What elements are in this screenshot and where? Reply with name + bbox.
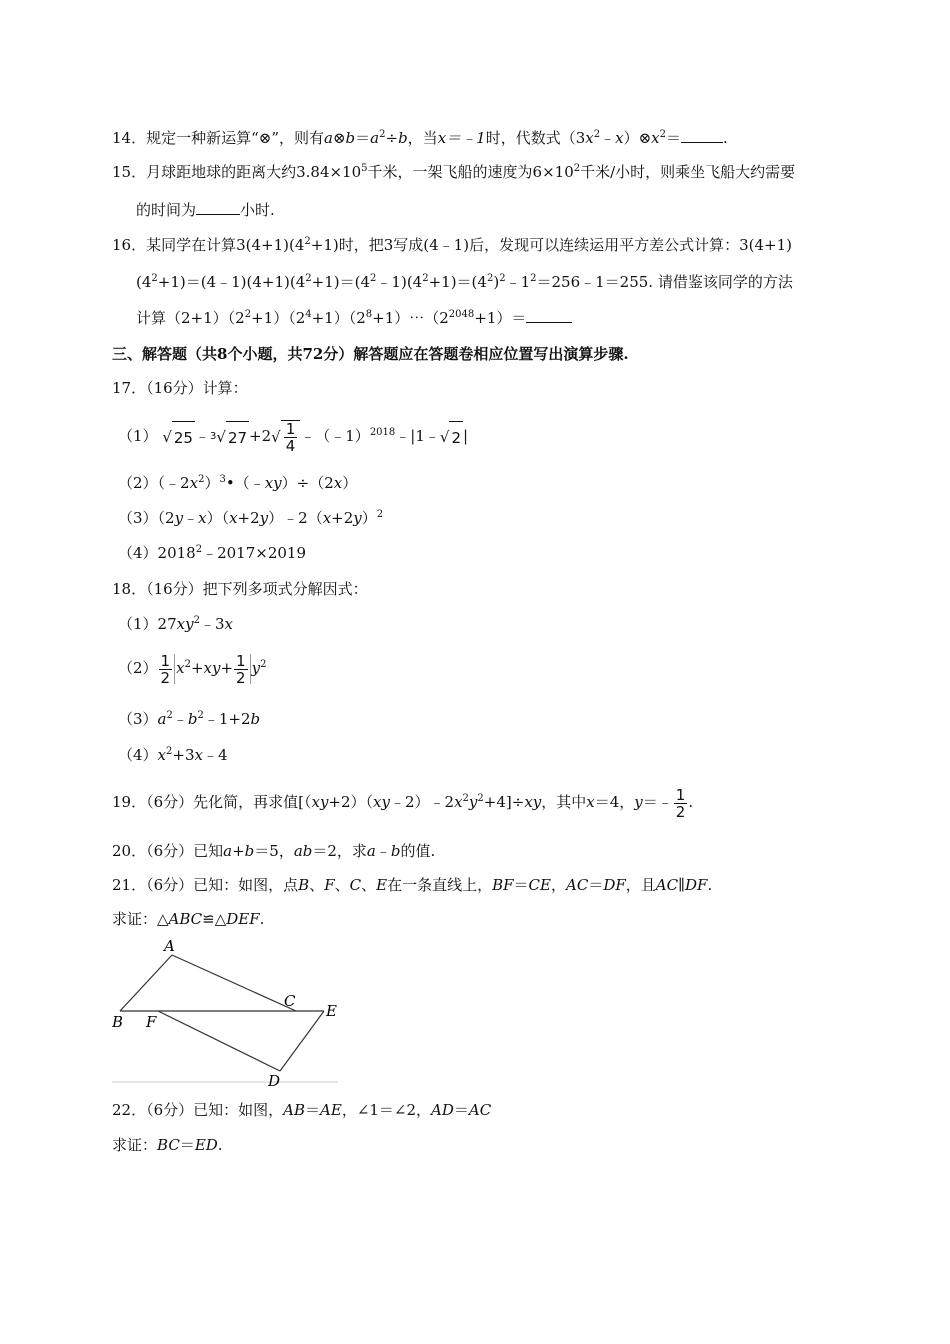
var-xy: xy (311, 793, 329, 811)
q19-c: +2）（ (328, 793, 374, 811)
plus-two: +2 (249, 427, 272, 445)
var-xy: xy (264, 474, 282, 492)
frac-num: 1 (160, 651, 171, 670)
radicand-25: 25 (172, 421, 195, 454)
q17-p3-a: （3）（2 (118, 509, 175, 527)
q14-text-b: ，当 (407, 129, 438, 147)
exp-2: 2 (197, 710, 204, 721)
q19-end: . (688, 793, 694, 811)
var-y: y (259, 509, 269, 527)
q14-minus: ﹣ (600, 129, 616, 147)
var-y: y (468, 793, 478, 811)
period: . (707, 876, 713, 894)
eq: ＝ (179, 1136, 195, 1154)
q18-p3-d: ﹣1+2 (203, 710, 251, 728)
exp-2: 2 (462, 793, 469, 804)
seg-AC: AC (566, 876, 589, 894)
var-a: a (366, 842, 376, 860)
exp-3: 3 (219, 474, 226, 485)
frac-half (234, 653, 248, 686)
question-18: 18．（16分）把下列多项式分解因式： (112, 580, 368, 598)
exp-2: 2 (376, 509, 384, 520)
q19-h: +4]÷ (483, 793, 525, 811)
q19-n: ＝﹣ (642, 793, 673, 811)
seg-BC: BC (157, 1136, 180, 1154)
q14-x: x (585, 129, 594, 147)
var-x: x (189, 474, 199, 492)
q16-exp-2048: 2048 (448, 309, 475, 320)
q16-text-5: +1)＝(4 (311, 273, 371, 291)
var-a: a (223, 842, 233, 860)
q16-text-3: (4 (136, 273, 152, 291)
q21-b: 在一条直线上， (387, 876, 493, 894)
q16-text-10: ＝256﹣1＝255. 请借鉴该同学的方法 (536, 273, 793, 291)
q15-text-3: 千米/小时，则乘坐飞船大约需要 (580, 163, 796, 181)
q16-text-6: ﹣1)(4 (376, 273, 423, 291)
question-16-cont-1: $(4^2+1)=(4﹣1)(4+1)(4^2+1)=(4^2﹣1)(4^2+1)=(4^2)^2﹣1^2=256﹣1=255$. 请借鉴该同学的方法 (136, 273, 793, 291)
q18-part-2 (118, 646, 266, 690)
q15-exp-2: 2 (573, 163, 581, 174)
var-x: x (333, 474, 343, 492)
seg-AE: AE (320, 1101, 342, 1119)
q16-text-12: +1）（2 (251, 309, 306, 327)
q15-text-5: 小时. (240, 201, 275, 219)
q20-g: ＝2，求 (312, 842, 367, 860)
q17-p1-label: （1） (118, 427, 158, 445)
and: ，且 (625, 876, 656, 894)
sqrt-2: √ 2 (440, 421, 463, 454)
seg-AB: AB (283, 1101, 305, 1119)
q14-div: ÷ (385, 129, 399, 147)
q14-x3: x (651, 129, 660, 147)
q19-j: ，其中 (541, 793, 587, 811)
var-b: b (390, 842, 401, 860)
q16-text-13: +1）（2 (311, 309, 366, 327)
minus-sign: ﹣ (194, 427, 210, 445)
segment-DE (280, 1011, 324, 1071)
q16-text-15: +1）＝ (474, 309, 527, 327)
var-x: x (229, 509, 238, 527)
radicand-2: 2 (449, 421, 463, 454)
q20-k: 的值. (400, 842, 436, 860)
question-17: 17．（16分）计算： (112, 379, 248, 397)
question-21 (112, 875, 712, 895)
q19-l: ＝4， (594, 793, 635, 811)
q17-part-1 (118, 420, 468, 454)
q18-p3-label: （3） (118, 710, 158, 728)
q14-condition: x＝﹣1 (437, 129, 486, 147)
minus: ﹣ (172, 710, 188, 728)
question-15 (112, 162, 795, 182)
q17-p4-a: （4）2018 (118, 544, 196, 562)
tri-DEF: DEF (226, 910, 260, 928)
period: . (217, 1136, 223, 1154)
question-14: 14．规定一种新运算“⊗”，则有$a\otimes b=a^2\div b$，当x＝﹣1时，代数式$(3x^2﹣x)\otimes x^2=$ . (112, 129, 728, 147)
exp-2: 2 (166, 746, 173, 757)
plus-2: +2 (331, 509, 354, 527)
var-xy: xy (203, 659, 221, 677)
question-20 (112, 841, 435, 861)
label-B: B (112, 1013, 124, 1031)
var-x: x (194, 746, 203, 764)
exp-2: 2 (193, 615, 200, 626)
prove-label: 求证： (112, 1136, 158, 1154)
q15-text-2: 千米，一架飞船的速度为6×10 (367, 163, 574, 181)
q18-part-3 (118, 709, 260, 729)
q16-text-1: 16．某同学在计算3(4+1)(4 (112, 236, 305, 254)
var-x: x (586, 793, 595, 811)
q14-number: 14． (112, 129, 147, 147)
question-16-cont-2 (136, 308, 572, 328)
minus-4: ﹣4 (202, 746, 228, 764)
q16-text-4: +1)＝(4﹣1)(4+1)(4 (157, 273, 306, 291)
q14-a: a (370, 129, 380, 147)
q16-text-8: ) (493, 273, 500, 291)
answer-blank[interactable] (681, 128, 723, 143)
period: . (259, 910, 265, 928)
q18-p1-c: ﹣3 (199, 615, 225, 633)
q18-p2-label: （2） (118, 659, 158, 677)
frac-bar (174, 654, 175, 684)
seg-BF: BF (492, 876, 514, 894)
q17-p2-c: ） (204, 474, 220, 492)
comma: ， (550, 876, 566, 894)
var-b: b (187, 710, 198, 728)
abs-open: ﹣|1﹣ (395, 427, 440, 445)
q16-text-9: ﹣1 (505, 273, 531, 291)
segment-FD (158, 1011, 280, 1071)
exp-2018: 2018 (369, 427, 396, 438)
pt-E: E (376, 876, 388, 894)
exp-2: 2 (166, 710, 173, 721)
exp-2: 2 (195, 544, 203, 555)
var-b: b (250, 710, 261, 728)
frac-den: 2 (160, 668, 171, 687)
question-22 (112, 1100, 491, 1120)
q15-text-1: 15．月球距地球的距离大约3.84×10 (112, 163, 362, 181)
exp-2: 2 (477, 793, 484, 804)
sqrt-quarter: √ $\frac{1}{4}$ (271, 420, 300, 454)
pt-C: C (349, 876, 362, 894)
var-xy: xy (176, 615, 194, 633)
q18-p1-a: （1）27 (118, 615, 177, 633)
var-b: b (244, 842, 255, 860)
q16-exp-4: 4 (305, 309, 312, 320)
prove-label: 求证：△ (112, 910, 169, 928)
q17-p2-h: ） (342, 474, 358, 492)
var-x: x (176, 659, 185, 677)
q14-text-c: 时，代数式（3 (485, 129, 586, 147)
radicand-27: 27 (226, 421, 249, 454)
q14-equals: ＝ (666, 129, 682, 147)
congruent: ≌△ (202, 910, 227, 928)
q15-text-4: 的时间为 (136, 201, 197, 219)
minus: ﹣ (183, 509, 199, 527)
q18-part-1 (118, 614, 233, 634)
seg-DF: DF (685, 876, 708, 894)
sqrt-25: √ 25 (162, 421, 195, 454)
paren: ）﹣2（ (268, 509, 323, 527)
var-x: x (224, 615, 233, 633)
cbrt-27: 3 √ 27 (210, 421, 249, 454)
q16-text-7: +1)＝(4 (428, 273, 487, 291)
exp-2: 2 (184, 659, 191, 670)
q14-x2: x (615, 129, 624, 147)
q14-b: b (398, 129, 408, 147)
sep: 、 (309, 876, 325, 894)
var-y: y (353, 509, 362, 527)
q17-p4-b: ﹣2017×2019 (202, 544, 307, 562)
var-y: y (174, 509, 184, 527)
frac-half (159, 653, 173, 686)
label-F: F (146, 1013, 157, 1031)
q16-text-14: +1）⋯（2 (372, 309, 449, 327)
plus: + (220, 659, 234, 677)
minus: ﹣ (375, 842, 391, 860)
exp-2: 2 (260, 659, 267, 670)
segment-AC (172, 955, 296, 1011)
answer-blank[interactable] (526, 308, 572, 323)
q17-part-3 (118, 508, 383, 528)
label-C: C (284, 992, 296, 1010)
eq: ＝ (453, 1101, 469, 1119)
q21-a: 21．（6分）已知：如图，点 (112, 876, 299, 894)
sep: 、 (334, 876, 350, 894)
q14-text: 规定一种新运算“⊗”，则有 (146, 129, 325, 147)
q16-exp-2: 2 (244, 309, 252, 320)
q17-p2-a: （2）（﹣2 (118, 474, 190, 492)
q20-a: 20．（6分）已知 (112, 842, 224, 860)
q17-p1-tail: ﹣（﹣1） (300, 427, 370, 445)
eq: ＝ (513, 876, 529, 894)
paren: ）（ (206, 509, 230, 527)
pt-F: F (324, 876, 335, 894)
var-xy: xy (524, 793, 542, 811)
label-D: D (268, 1072, 281, 1088)
q19-e: ﹣2）﹣2 (389, 793, 455, 811)
pt-B: B (298, 876, 310, 894)
q14-period: . (723, 129, 728, 147)
seg-ED: ED (194, 1136, 218, 1154)
q16-text-2: +1)时，把3写成(4﹣1)后，发现可以连续运用平方差公式计算：3(4+1) (310, 236, 792, 254)
seg-AC: AC (468, 1101, 492, 1119)
sep: 、 (361, 876, 377, 894)
frac-num: 1 (236, 651, 246, 670)
frac-den: 2 (675, 802, 686, 821)
q22-e: ，∠1＝∠2， (341, 1101, 432, 1119)
tri-ABC: ABC (168, 910, 203, 928)
q20-e: ＝5， (254, 842, 294, 860)
section-3-title: 三、解答题（共8个小题，共72分）解答题应在答题卷相应位置写出演算步骤. (112, 345, 629, 363)
var-ab: ab (293, 842, 313, 860)
q17-p2-d: •（﹣ (225, 474, 265, 492)
q16-exp-8: 8 (365, 309, 373, 320)
plus-2: +2 (237, 509, 260, 527)
q21-prove (112, 909, 264, 929)
geometry-figure-21 (112, 938, 342, 1088)
q18-p4-label: （4） (118, 746, 158, 764)
seg-AC: AC (655, 876, 679, 894)
exp-2: 2 (198, 474, 205, 485)
q14-close: ）⊗ (623, 129, 652, 147)
answer-blank[interactable] (196, 200, 240, 215)
q22-a: 22．（6分）已知：如图， (112, 1101, 284, 1119)
eq: ＝ (305, 1101, 321, 1119)
q14-eq: ＝ (355, 129, 371, 147)
frac-den: 4 (285, 437, 296, 455)
var-xy: xy (373, 793, 390, 811)
question-16: 16．某同学在计算$3(4+1)(4^2+1)$时，把3写成(4﹣1)后，发现可以连续运用平方差公式计算：3(4+1) (112, 236, 792, 254)
var-y: y (634, 793, 643, 811)
var-x: x (454, 793, 463, 811)
frac-num: 1 (675, 785, 686, 804)
eq: ＝ (588, 876, 604, 894)
label-A: A (164, 938, 175, 955)
var-x: x (157, 746, 167, 764)
var-y: y (251, 659, 261, 677)
seg-DF: DF (603, 876, 626, 894)
plus: + (232, 842, 245, 860)
segment-AB (120, 955, 172, 1011)
frac-bar (250, 654, 251, 684)
q17-part-2 (118, 473, 357, 493)
q19-a: 19．（6分）先化简，再求值[（ (112, 793, 312, 811)
q17-part-4 (118, 543, 306, 563)
abs-close: | (462, 427, 469, 445)
plus-3: +3 (172, 746, 195, 764)
label-E: E (326, 1002, 337, 1020)
question-15-cont (136, 200, 275, 220)
q22-prove (112, 1135, 223, 1155)
frac-num: 1 (285, 420, 296, 438)
question-19 (112, 780, 693, 824)
plus: + (190, 659, 204, 677)
q18-part-4 (118, 745, 228, 765)
frac-den: 2 (236, 668, 246, 687)
var-x: x (322, 509, 332, 527)
seg-AD: AD (431, 1101, 454, 1119)
q17-p2-f: ）÷（2 (281, 474, 334, 492)
seg-CE: CE (528, 876, 551, 894)
q15-exp-1: 5 (361, 163, 368, 174)
paren: ） (361, 509, 377, 527)
var-a: a (157, 710, 167, 728)
q14-def-lhs: a⊗b (324, 129, 356, 147)
q16-text-11: 计算（2+1）（2 (136, 309, 245, 327)
parallel: ∥ (678, 876, 686, 894)
var-x: x (198, 509, 207, 527)
frac-half (674, 787, 688, 820)
